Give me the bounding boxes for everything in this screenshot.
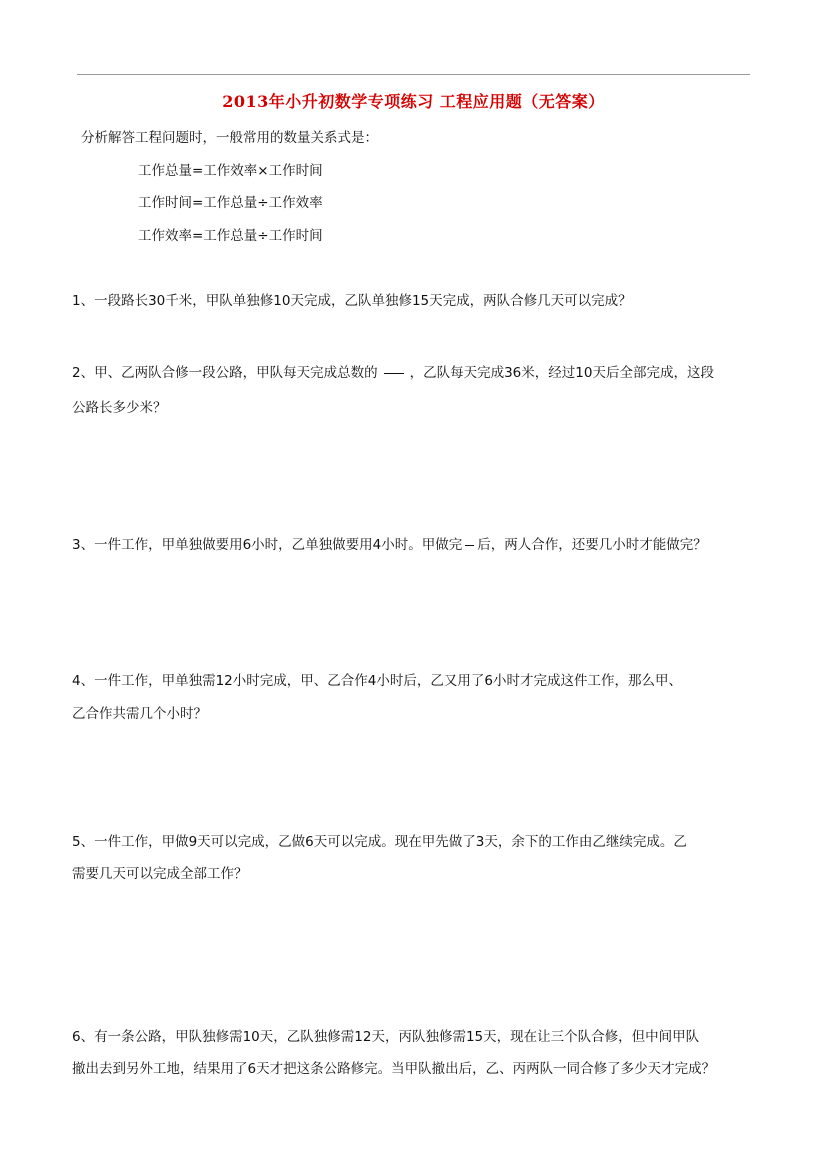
intro-text: 分析解答工程问题时，一般常用的数量关系式是： <box>81 130 378 146</box>
formula-work-time: 工作时间=工作总量÷工作效率 <box>138 195 323 211</box>
question-2-line-1 <box>72 363 714 383</box>
question-6-line-1: 6、有一条公路，甲队独修需10天，乙队独修需12天，丙队独修需15天，现在让三个队合修，但中间甲队 <box>72 1029 700 1045</box>
question-4-line-2: 乙合作共需几个小时？ <box>72 706 207 722</box>
formula-work-rate: 工作效率=工作总量÷工作时间 <box>138 228 323 244</box>
question-2-line-2: 公路长多少米？ <box>72 400 167 416</box>
question-5-line-1: 5、一件工作，甲做9天可以完成，乙做6天可以完成。现在甲先做了3天，余下的工作由乙继续完成。乙 <box>72 834 687 850</box>
formula-total-work: 工作总量=工作效率×工作时间 <box>138 163 323 179</box>
fraction-placeholder <box>384 373 404 374</box>
fraction-placeholder <box>465 545 474 546</box>
question-2-text-b: ，乙队每天完成36米，经过10天后全部完成，这段 <box>409 365 714 381</box>
question-6-line-2: 撤出去到另外工地，结果用了6天才把这条公路修完。当甲队撤出后，乙、丙两队一同合修了多少天才完成？ <box>72 1061 716 1077</box>
question-2-text-a: 2、甲、乙两队合修一段公路，甲队每天完成总数的 <box>72 365 378 381</box>
question-5-line-2: 需要几天可以完成全部工作？ <box>72 866 248 882</box>
question-3 <box>72 535 707 555</box>
question-1: 1、一段路长30千米，甲队单独修10天完成，乙队单独修15天完成，两队合修几天可以完成？ <box>72 293 632 309</box>
question-4-line-1: 4、一件工作，甲单独需12小时完成，甲、乙合作4小时后，乙又用了6小时才完成这件工作，那么甲、 <box>72 673 682 689</box>
page-title: 2013年小升初数学专项练习 工程应用题（无答案） <box>222 92 605 111</box>
header-rule <box>77 74 750 75</box>
question-3-text-b: 后，两人合作，还要几小时才能做完？ <box>477 537 707 553</box>
question-3-text-a: 3、一件工作，甲单独做要用6小时，乙单独做要用4小时。甲做完 <box>72 537 463 553</box>
